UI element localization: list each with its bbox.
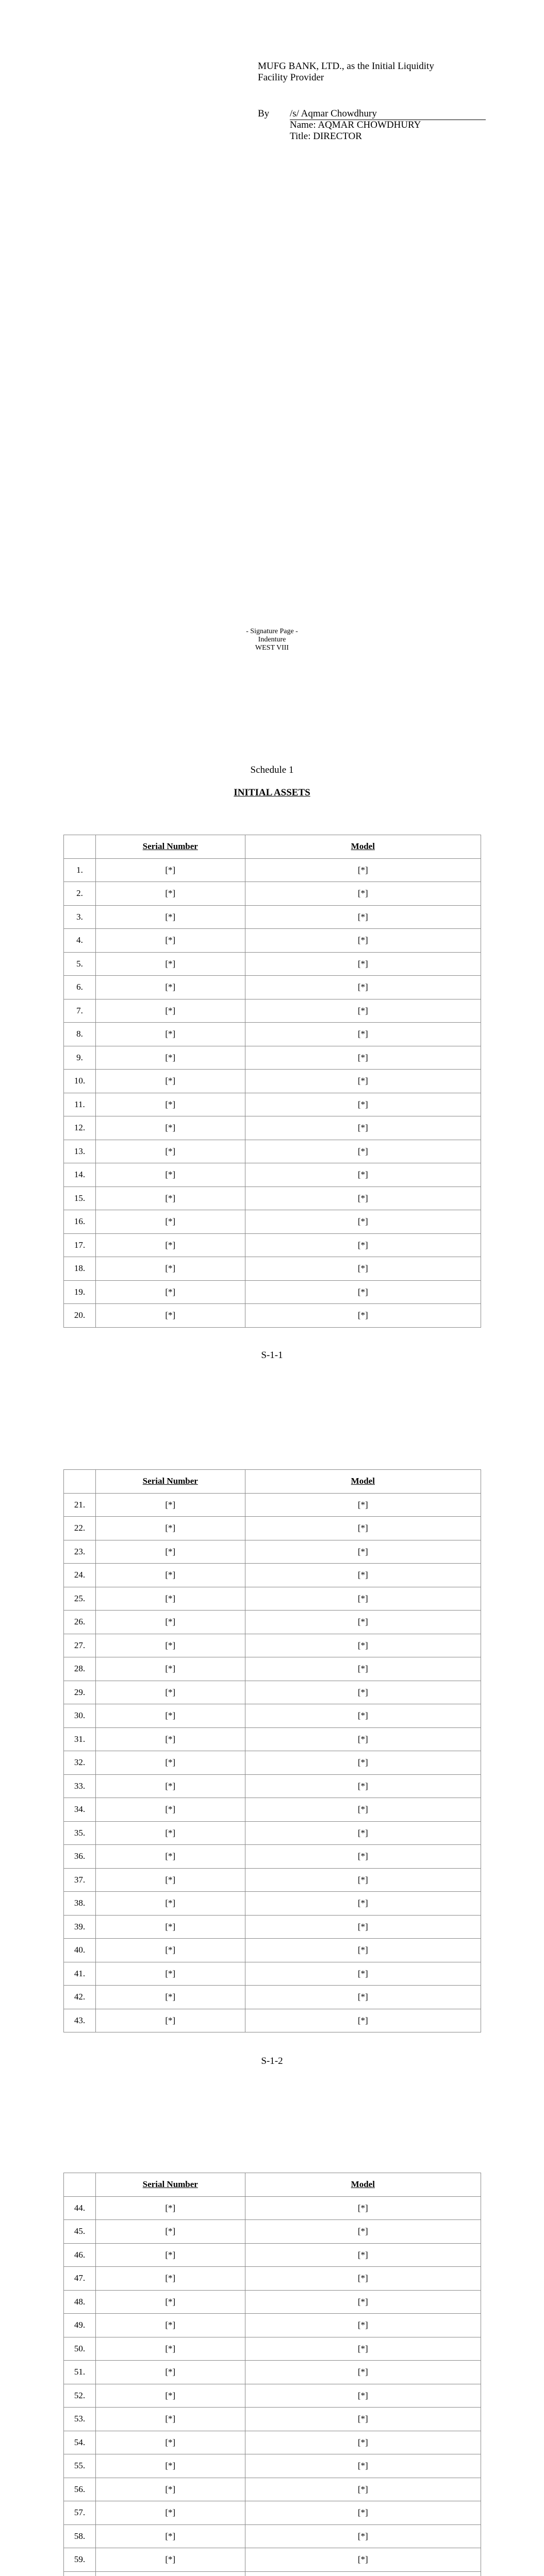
signatory-name: Name: AQMAR CHOWDHURY (290, 120, 421, 130)
row-number: 10. (64, 1070, 96, 1093)
table-row (64, 1681, 481, 1704)
page-number: S-1-2 (261, 2056, 283, 2066)
row-number: 1. (64, 858, 96, 882)
serial-number-cell: [*] (95, 1564, 245, 1587)
row-number: 45. (64, 2220, 96, 2244)
table-row (64, 1280, 481, 1304)
model-cell: [*] (245, 2454, 481, 2478)
model-cell: [*] (245, 1939, 481, 1962)
table-row (64, 999, 481, 1023)
table-row (64, 2009, 481, 2032)
model-cell: [*] (245, 1986, 481, 2009)
model-cell: [*] (245, 1821, 481, 1845)
row-number: 49. (64, 2314, 96, 2337)
serial-number-cell: [*] (95, 2478, 245, 2501)
serial-number-cell: [*] (95, 1070, 245, 1093)
row-number: 59. (64, 2548, 96, 2572)
table-row (64, 1093, 481, 1116)
table-row (64, 1939, 481, 1962)
model-cell: [*] (245, 1257, 481, 1281)
model-cell: [*] (245, 1962, 481, 1986)
row-number: 35. (64, 1821, 96, 1845)
model-cell: [*] (245, 1892, 481, 1916)
model-cell: [*] (245, 1587, 481, 1611)
table-row (64, 2314, 481, 2337)
serial-number-cell: [*] (95, 1681, 245, 1704)
model-cell: [*] (245, 929, 481, 953)
signature-page-label: - Signature Page - (246, 628, 298, 635)
serial-number-cell: [*] (95, 1210, 245, 1234)
signature-page-footer (0, 628, 544, 652)
model-cell: [*] (245, 2524, 481, 2548)
table-row (64, 1233, 481, 1257)
table-row (64, 2337, 481, 2361)
bank-name-line2: Facility Provider (258, 72, 324, 83)
table-row (64, 1540, 481, 1564)
table-row (64, 2478, 481, 2501)
table-row (64, 952, 481, 976)
model-cell: [*] (245, 1517, 481, 1540)
serial-number-cell: [*] (95, 1962, 245, 1986)
table-row (64, 1986, 481, 2009)
serial-number-cell: [*] (95, 1540, 245, 1564)
model-cell: [*] (245, 1140, 481, 1163)
index-header (64, 1470, 96, 1494)
row-number: 3. (64, 905, 96, 929)
signature-line: /s/ Aqmar Chowdhury (290, 108, 486, 120)
serial-number-cell: [*] (95, 1517, 245, 1540)
row-number: 4. (64, 929, 96, 953)
row-number: 46. (64, 2243, 96, 2267)
model-cell: [*] (245, 2220, 481, 2244)
table-row (64, 1892, 481, 1916)
model-header: Model (245, 1470, 481, 1494)
serial-number-cell: [*] (95, 858, 245, 882)
serial-number-cell: [*] (95, 1727, 245, 1751)
row-number: 41. (64, 1962, 96, 1986)
serial-number-cell: [*] (95, 2384, 245, 2408)
table-row (64, 2361, 481, 2384)
index-header (64, 2173, 96, 2197)
table-row (64, 1915, 481, 1939)
table-row (64, 1845, 481, 1869)
table-row (64, 976, 481, 999)
model-cell: [*] (245, 976, 481, 999)
serial-number-cell: [*] (95, 905, 245, 929)
row-number: 16. (64, 1210, 96, 1234)
model-cell: [*] (245, 1564, 481, 1587)
serial-number-cell: [*] (95, 976, 245, 999)
model-cell: [*] (245, 905, 481, 929)
model-cell: [*] (245, 1704, 481, 1728)
serial-number-cell: [*] (95, 1023, 245, 1046)
row-number: 34. (64, 1798, 96, 1822)
table-row (64, 858, 481, 882)
serial-number-cell: [*] (95, 1634, 245, 1657)
document-series: WEST VIII (255, 644, 289, 652)
signature-block (258, 61, 495, 83)
table-row (64, 882, 481, 906)
model-header: Model (245, 2173, 481, 2197)
serial-number-cell: [*] (95, 1704, 245, 1728)
index-header (64, 835, 96, 859)
serial-number-cell: [*] (95, 1304, 245, 1328)
model-cell: [*] (245, 2384, 481, 2408)
model-cell: [*] (245, 1868, 481, 1892)
serial-number-header: Serial Number (95, 835, 245, 859)
table-row (64, 1704, 481, 1728)
table-row (64, 2501, 481, 2525)
row-number: 33. (64, 1774, 96, 1798)
schedule-subtitle: INITIAL ASSETS (234, 787, 310, 798)
serial-number-cell: [*] (95, 1187, 245, 1210)
row-number: 50. (64, 2337, 96, 2361)
table-row (64, 1493, 481, 1517)
model-cell: [*] (245, 1210, 481, 1234)
row-number: 21. (64, 1493, 96, 1517)
model-cell: [*] (245, 2314, 481, 2337)
serial-number-cell: [*] (95, 1798, 245, 1822)
table-row (64, 1116, 481, 1140)
serial-number-cell: [*] (95, 1774, 245, 1798)
table-row (64, 2196, 481, 2220)
row-number: 42. (64, 1986, 96, 2009)
model-header: Model (245, 835, 481, 859)
row-number: 22. (64, 1517, 96, 1540)
serial-number-cell: [*] (95, 2290, 245, 2314)
model-cell: [*] (245, 1233, 481, 1257)
table-row (64, 1046, 481, 1070)
table-row (64, 2571, 481, 2576)
row-number: 25. (64, 1587, 96, 1611)
serial-number-cell: [*] (95, 999, 245, 1023)
row-number: 15. (64, 1187, 96, 1210)
schedule-title: Schedule 1 (250, 765, 294, 775)
row-number: 27. (64, 1634, 96, 1657)
model-cell: [*] (245, 1163, 481, 1187)
table-row (64, 2431, 481, 2454)
table-row (64, 1517, 481, 1540)
table-row (64, 1070, 481, 1093)
serial-number-cell: [*] (95, 1046, 245, 1070)
row-number: 12. (64, 1116, 96, 1140)
row-number: 13. (64, 1140, 96, 1163)
serial-number-cell: [*] (95, 2454, 245, 2478)
row-number: 38. (64, 1892, 96, 1916)
serial-number-header: Serial Number (95, 2173, 245, 2197)
table-row (64, 1304, 481, 1328)
serial-number-cell: [*] (95, 952, 245, 976)
table-row (64, 1587, 481, 1611)
row-number: 26. (64, 1611, 96, 1634)
table-row (64, 1140, 481, 1163)
model-cell: [*] (245, 1023, 481, 1046)
row-number: 47. (64, 2267, 96, 2291)
serial-number-cell: [*] (95, 1821, 245, 1845)
table-row (64, 1657, 481, 1681)
table-row (64, 1163, 481, 1187)
table-row (64, 1821, 481, 1845)
serial-number-cell: [*] (95, 2267, 245, 2291)
serial-number-cell: [*] (95, 1611, 245, 1634)
serial-number-cell: [*] (95, 2501, 245, 2525)
table-row (64, 2524, 481, 2548)
model-cell: [*] (245, 1280, 481, 1304)
serial-number-cell: [*] (95, 2524, 245, 2548)
row-number: 14. (64, 1163, 96, 1187)
table-row (64, 1634, 481, 1657)
serial-number-cell: [*] (95, 1093, 245, 1116)
serial-number-cell: [*] (95, 2243, 245, 2267)
row-number: 32. (64, 1751, 96, 1775)
table-row (64, 1798, 481, 1822)
row-number: 9. (64, 1046, 96, 1070)
row-number: 8. (64, 1023, 96, 1046)
row-number (64, 2571, 96, 2576)
row-number: 39. (64, 1915, 96, 1939)
row-number: 24. (64, 1564, 96, 1587)
serial-number-cell: [*] (95, 2009, 245, 2032)
serial-number-cell: [*] (95, 2220, 245, 2244)
serial-number-cell: [*] (95, 1939, 245, 1962)
row-number: 7. (64, 999, 96, 1023)
table-row (64, 2267, 481, 2291)
row-number: 58. (64, 2524, 96, 2548)
model-cell: [*] (245, 999, 481, 1023)
table-row (64, 1210, 481, 1234)
model-cell: [*] (245, 1187, 481, 1210)
model-cell: [*] (245, 2337, 481, 2361)
model-cell: [*] (245, 1540, 481, 1564)
row-number: 30. (64, 1704, 96, 1728)
table-row (64, 1868, 481, 1892)
row-number: 56. (64, 2478, 96, 2501)
serial-number-cell: [*] (95, 2548, 245, 2572)
row-number: 6. (64, 976, 96, 999)
document-name: Indenture (258, 636, 286, 643)
table-row (64, 1774, 481, 1798)
model-cell: [*] (245, 1611, 481, 1634)
serial-number-cell: [*] (95, 2337, 245, 2361)
model-cell: [*] (245, 2408, 481, 2431)
row-number: 36. (64, 1845, 96, 1869)
row-number: 44. (64, 2196, 96, 2220)
serial-number-cell: [*] (95, 929, 245, 953)
row-number: 29. (64, 1681, 96, 1704)
row-number: 54. (64, 2431, 96, 2454)
table-row (64, 1962, 481, 1986)
serial-number-cell: [*] (95, 1163, 245, 1187)
row-number: 28. (64, 1657, 96, 1681)
table-row (64, 1727, 481, 1751)
row-number: 37. (64, 1868, 96, 1892)
row-number: 2. (64, 882, 96, 906)
model-cell: [*] (245, 2501, 481, 2525)
model-cell: [*] (245, 1046, 481, 1070)
table-row (64, 2454, 481, 2478)
table-row (64, 929, 481, 953)
serial-number-cell: [*] (95, 1892, 245, 1916)
model-cell: [*] (245, 858, 481, 882)
table-header-row (64, 2173, 481, 2197)
table-row (64, 2408, 481, 2431)
signatory-title: Title: DIRECTOR (290, 131, 362, 142)
serial-number-cell: [*] (95, 1140, 245, 1163)
table-row (64, 1187, 481, 1210)
table-row (64, 2548, 481, 2572)
serial-number-cell: [*] (95, 1986, 245, 2009)
table-row (64, 2384, 481, 2408)
serial-number-cell: [*] (95, 2361, 245, 2384)
model-cell: [*] (245, 1304, 481, 1328)
serial-number-cell: [*] (95, 882, 245, 906)
row-number: 40. (64, 1939, 96, 1962)
model-cell: [*] (245, 1634, 481, 1657)
row-number: 11. (64, 1093, 96, 1116)
row-number: 17. (64, 1233, 96, 1257)
bank-name-line1: MUFG BANK, LTD., as the Initial Liquidity (258, 61, 434, 72)
serial-number-cell: [*] (95, 2431, 245, 2454)
serial-number-header: Serial Number (95, 1470, 245, 1494)
model-cell: [*] (245, 882, 481, 906)
model-cell: [*] (245, 1093, 481, 1116)
row-number: 18. (64, 1257, 96, 1281)
model-cell: [*] (245, 1116, 481, 1140)
model-cell: [*] (245, 1845, 481, 1869)
model-cell: [*] (245, 2361, 481, 2384)
table-row (64, 2290, 481, 2314)
model-cell: [*] (245, 1727, 481, 1751)
model-cell: [*] (245, 2009, 481, 2032)
serial-number-cell: [*] (95, 1116, 245, 1140)
by-label: By (258, 108, 270, 119)
table-header-row (64, 1470, 481, 1494)
table-row (64, 1751, 481, 1775)
row-number: 51. (64, 2361, 96, 2384)
model-cell: [*] (245, 1751, 481, 1775)
page-number: S-1-1 (261, 1350, 283, 1361)
table-row (64, 2243, 481, 2267)
row-number: 57. (64, 2501, 96, 2525)
serial-number-cell: [*] (95, 2314, 245, 2337)
serial-number-cell: [*] (95, 1657, 245, 1681)
table-row (64, 1023, 481, 1046)
table-row (64, 1564, 481, 1587)
serial-number-cell (95, 2571, 245, 2576)
assets-table-page-1 (63, 835, 481, 1328)
row-number: 20. (64, 1304, 96, 1328)
serial-number-cell: [*] (95, 1915, 245, 1939)
assets-table-page-3 (63, 2173, 481, 2576)
model-cell (245, 2571, 481, 2576)
model-cell: [*] (245, 2243, 481, 2267)
model-cell: [*] (245, 2290, 481, 2314)
table-row (64, 905, 481, 929)
model-cell: [*] (245, 2548, 481, 2572)
model-cell: [*] (245, 1915, 481, 1939)
model-cell: [*] (245, 1681, 481, 1704)
model-cell: [*] (245, 1070, 481, 1093)
row-number: 31. (64, 1727, 96, 1751)
serial-number-cell: [*] (95, 1587, 245, 1611)
model-cell: [*] (245, 1798, 481, 1822)
serial-number-cell: [*] (95, 1493, 245, 1517)
table-row (64, 2220, 481, 2244)
serial-number-cell: [*] (95, 1257, 245, 1281)
model-cell: [*] (245, 1657, 481, 1681)
serial-number-cell: [*] (95, 2196, 245, 2220)
serial-number-cell: [*] (95, 1845, 245, 1869)
row-number: 43. (64, 2009, 96, 2032)
serial-number-cell: [*] (95, 1233, 245, 1257)
row-number: 19. (64, 1280, 96, 1304)
model-cell: [*] (245, 2431, 481, 2454)
serial-number-cell: [*] (95, 2408, 245, 2431)
row-number: 5. (64, 952, 96, 976)
model-cell: [*] (245, 1774, 481, 1798)
model-cell: [*] (245, 1493, 481, 1517)
model-cell: [*] (245, 2478, 481, 2501)
row-number: 52. (64, 2384, 96, 2408)
model-cell: [*] (245, 2267, 481, 2291)
row-number: 48. (64, 2290, 96, 2314)
serial-number-cell: [*] (95, 1751, 245, 1775)
assets-table-page-2 (63, 1469, 481, 2032)
table-row (64, 1257, 481, 1281)
model-cell: [*] (245, 2196, 481, 2220)
serial-number-cell: [*] (95, 1868, 245, 1892)
model-cell: [*] (245, 952, 481, 976)
table-row (64, 1611, 481, 1634)
row-number: 23. (64, 1540, 96, 1564)
row-number: 55. (64, 2454, 96, 2478)
serial-number-cell: [*] (95, 1280, 245, 1304)
table-header-row (64, 835, 481, 859)
row-number: 53. (64, 2408, 96, 2431)
